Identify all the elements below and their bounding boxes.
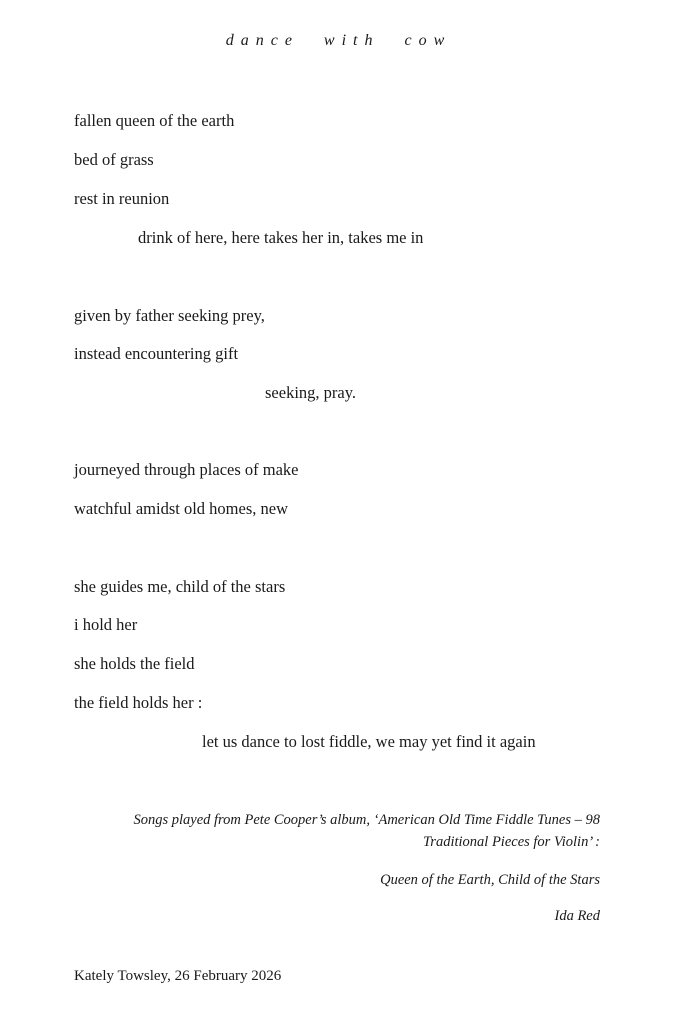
poem-line: rest in reunion [74, 189, 170, 208]
poem-line: instead encountering gift [74, 344, 239, 363]
author-date: Kately Towsley, 26 February 2026 [74, 968, 282, 984]
poem-line-indented: drink of here, here takes her in, takes me in [138, 228, 424, 247]
song-note-line: Songs played from Pete Cooper’s album, ‘American Old Time Fiddle Tunes – 98 [133, 812, 600, 828]
poem-title: dance with cow [225, 32, 452, 49]
poem-line-indented: seeking, pray. [265, 383, 357, 402]
poem-line-indented: let us dance to lost fiddle, we may yet find it again [202, 732, 536, 751]
song-note-line: Traditional Pieces for Violin’ : [423, 834, 600, 850]
poem-line: fallen queen of the earth [74, 111, 235, 130]
poem-line: journeyed through places of make [74, 460, 299, 479]
poem-line: i hold her [74, 615, 138, 634]
poem-line: she guides me, child of the stars [74, 577, 286, 596]
poem-line: watchful amidst old homes, new [74, 499, 289, 518]
poem-line: given by father seeking prey, [74, 306, 265, 325]
poem-line: the field holds her : [74, 693, 203, 712]
poem-line: bed of grass [74, 150, 154, 169]
song-title: Queen of the Earth, Child of the Stars [380, 872, 600, 888]
poem-line: she holds the field [74, 654, 195, 673]
song-title: Ida Red [554, 908, 600, 924]
